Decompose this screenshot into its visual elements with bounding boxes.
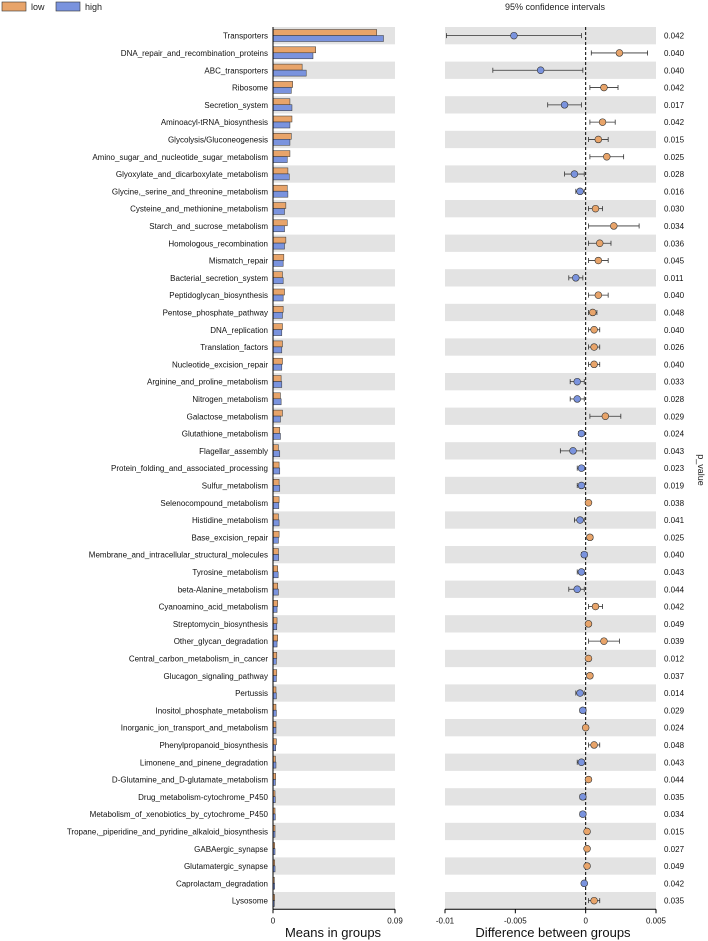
p-value-label: 0.012	[664, 654, 685, 664]
category-label: Inorganic_ion_transport_and_metabolism	[120, 723, 268, 733]
bar-high	[273, 624, 277, 630]
p-value-label: 0.026	[664, 343, 685, 353]
bar-high	[273, 260, 283, 266]
row-band-left	[273, 650, 395, 667]
category-label: DNA_replication	[210, 325, 268, 335]
p-value-label: 0.045	[664, 256, 685, 266]
row-band-left	[273, 338, 395, 355]
difference-point	[595, 136, 602, 143]
bar-high	[273, 416, 280, 422]
row-band-left	[273, 269, 395, 286]
difference-point	[511, 32, 518, 39]
difference-point	[579, 707, 586, 714]
p-value-label: 0.027	[664, 844, 685, 854]
bar-low	[273, 203, 286, 209]
bar-low	[273, 306, 283, 312]
category-label: Limonene_and_pinene_degradation	[139, 758, 268, 768]
legend-label-high: high	[85, 2, 103, 12]
bar-low	[273, 531, 279, 537]
bar-low	[273, 566, 278, 572]
row-band-right	[445, 650, 656, 667]
bar-high	[273, 36, 383, 42]
bar-low	[273, 99, 290, 105]
category-label: Nitrogen_metabolism	[192, 394, 268, 404]
category-label: Metabolism_of_xenobiotics_by_cytochrome_P450	[89, 810, 268, 820]
difference-point	[572, 274, 579, 281]
bar-high	[273, 641, 277, 647]
right-x-tick-label: -0.01	[435, 916, 455, 926]
row-band-right	[445, 200, 656, 217]
p-value-label: 0.040	[664, 48, 685, 58]
difference-point	[603, 153, 610, 160]
bar-high	[273, 53, 313, 59]
right-panel-title: 95% confidence intervals	[504, 2, 606, 12]
p-value-label: 0.039	[664, 637, 685, 647]
category-label: Base_excision_repair	[191, 533, 268, 543]
category-label: Mismatch_repair	[208, 256, 268, 266]
bar-low	[273, 237, 286, 243]
bar-high	[273, 710, 276, 716]
row-band-left	[273, 200, 395, 217]
bar-low	[273, 583, 278, 589]
difference-point	[537, 67, 544, 74]
bar-high	[273, 451, 280, 457]
difference-point	[586, 534, 593, 541]
bar-low	[273, 514, 278, 520]
row-band-left	[273, 511, 395, 528]
bar-high	[273, 157, 287, 163]
category-label: Flagellar_assembly	[199, 446, 268, 456]
category-label: Amino_sugar_and_nucleotide_sugar_metabolism	[92, 152, 268, 162]
category-label: Pertussis	[235, 689, 268, 699]
bar-low	[273, 272, 282, 278]
p-value-label: 0.040	[664, 550, 685, 560]
p-value-label: 0.043	[664, 567, 685, 577]
category-label: Membrane_and_intracellular_structural_molecules	[88, 550, 268, 560]
category-label: Cysteine_and_methionine_metabolism	[130, 204, 268, 214]
category-label: Caprolactam_degradation	[175, 879, 268, 889]
difference-point	[586, 672, 593, 679]
bar-high	[273, 676, 276, 682]
bar-high	[273, 658, 276, 664]
difference-point	[578, 465, 585, 472]
difference-point	[584, 845, 591, 852]
bar-low	[273, 376, 281, 382]
category-label: Phenylpropanoid_biosynthesis	[159, 740, 268, 750]
bar-low	[273, 462, 279, 468]
p-value-axis-label: p_value	[696, 454, 706, 486]
row-band-right	[445, 131, 656, 148]
p-value-label: 0.042	[664, 879, 685, 889]
p-value-label: 0.048	[664, 740, 685, 750]
category-label: Pentose_phosphate_pathway	[162, 308, 268, 318]
p-value-label: 0.029	[664, 706, 685, 716]
bar-high	[273, 139, 290, 145]
bar-high	[273, 226, 285, 232]
bar-low	[273, 549, 278, 555]
bar-low	[273, 739, 276, 745]
p-value-label: 0.034	[664, 221, 685, 231]
bar-high	[273, 520, 279, 526]
row-band-left	[273, 615, 395, 632]
p-value-label: 0.041	[664, 516, 685, 526]
difference-point	[574, 396, 581, 403]
difference-point	[584, 863, 591, 870]
p-value-label: 0.015	[664, 135, 685, 145]
p-value-label: 0.025	[664, 533, 685, 543]
difference-point	[578, 759, 585, 766]
bar-low	[273, 116, 292, 122]
p-value-label: 0.042	[664, 31, 685, 41]
difference-point	[591, 326, 598, 333]
row-band-left	[273, 442, 395, 459]
category-label: Nucleotide_excision_repair	[171, 360, 268, 370]
row-band-right	[445, 304, 656, 321]
bar-high	[273, 191, 288, 197]
difference-point	[591, 344, 598, 351]
bar-high	[273, 243, 285, 249]
difference-point	[591, 361, 598, 368]
row-band-left	[273, 754, 395, 771]
p-value-label: 0.044	[664, 775, 685, 785]
bar-low	[273, 168, 288, 174]
bar-high	[273, 122, 290, 128]
legend-label-low: low	[31, 2, 45, 12]
category-label: Glutathione_metabolism	[181, 429, 268, 439]
p-value-label: 0.028	[664, 170, 685, 180]
p-value-label: 0.024	[664, 429, 685, 439]
bar-high	[273, 70, 306, 76]
bar-low	[273, 358, 282, 364]
difference-point	[577, 188, 584, 195]
p-value-label: 0.042	[664, 118, 685, 128]
p-value-label: 0.048	[664, 308, 685, 318]
bar-high	[273, 572, 278, 578]
row-band-right	[445, 581, 656, 598]
category-label: Glyoxylate_and_dicarboxylate_metabolism	[115, 170, 268, 180]
category-label: Glycolysis/Gluconeogenesis	[167, 135, 268, 145]
category-label: Tyrosine_metabolism	[192, 567, 268, 577]
p-value-label: 0.040	[664, 66, 685, 76]
row-band-left	[273, 892, 395, 909]
p-value-label: 0.014	[664, 689, 685, 699]
row-band-right	[445, 165, 656, 182]
row-band-left	[273, 477, 395, 494]
difference-point	[585, 499, 592, 506]
p-value-label: 0.040	[664, 291, 685, 301]
row-band-left	[273, 581, 395, 598]
bar-high	[273, 330, 282, 336]
bar-low	[273, 393, 280, 399]
bar-low	[273, 289, 285, 295]
category-label: Transporters	[222, 31, 268, 41]
bar-low	[273, 81, 293, 87]
difference-point	[578, 482, 585, 489]
difference-point	[574, 378, 581, 385]
right-x-tick-label: -0.005	[503, 916, 527, 926]
difference-point	[585, 655, 592, 662]
bar-low	[273, 497, 279, 503]
category-label: Protein_folding_and_associated_processing	[111, 464, 268, 474]
category-label: Streptomycin_biosynthesis	[172, 619, 268, 629]
difference-point	[581, 880, 588, 887]
difference-point	[589, 309, 596, 316]
difference-point	[571, 171, 578, 178]
p-value-label: 0.038	[664, 498, 685, 508]
row-band-left	[273, 546, 395, 563]
difference-point	[585, 776, 592, 783]
p-value-label: 0.037	[664, 671, 685, 681]
difference-point	[616, 50, 623, 57]
category-label: Secretion_system	[204, 100, 268, 110]
bar-low	[273, 30, 377, 36]
difference-point	[581, 551, 588, 558]
row-band-right	[445, 892, 656, 909]
p-value-label: 0.034	[664, 810, 685, 820]
bar-high	[273, 693, 276, 699]
bar-high	[273, 485, 280, 491]
category-label: Aminoacyl-tRNA_biosynthesis	[160, 118, 268, 128]
row-band-right	[445, 338, 656, 355]
bar-low	[273, 341, 282, 347]
row-band-left	[273, 408, 395, 425]
bar-high	[273, 295, 283, 301]
bar-low	[273, 64, 302, 70]
row-band-right	[445, 269, 656, 286]
row-band-right	[445, 235, 656, 252]
bar-high	[273, 468, 280, 474]
difference-point	[602, 413, 609, 420]
p-value-label: 0.036	[664, 239, 685, 249]
row-band-right	[445, 823, 656, 840]
category-label: Selenocompound_metabolism	[160, 498, 268, 508]
p-value-label: 0.030	[664, 204, 685, 214]
category-label: Peptidoglycan_biosynthesis	[169, 291, 268, 301]
bar-low	[273, 670, 277, 676]
right-x-axis-label: Difference between groups	[475, 925, 631, 940]
difference-point	[591, 897, 598, 904]
difference-point	[570, 447, 577, 454]
bar-high	[273, 555, 279, 561]
category-label: Histidine_metabolism	[191, 516, 268, 526]
category-label: ABC_transporters	[204, 66, 268, 76]
difference-point	[610, 223, 617, 230]
difference-point	[585, 620, 592, 627]
difference-point	[591, 742, 598, 749]
category-label: Lysosome	[231, 896, 268, 906]
category-label: Glycine,_serine_and_threonine_metabolism	[111, 187, 268, 197]
row-band-left	[273, 373, 395, 390]
difference-point	[582, 724, 589, 731]
difference-point	[561, 101, 568, 108]
bar-high	[273, 399, 281, 405]
p-value-label: 0.019	[664, 481, 685, 491]
difference-point	[595, 292, 602, 299]
row-band-right	[445, 754, 656, 771]
difference-point	[595, 257, 602, 264]
row-band-left	[273, 857, 395, 874]
bar-low	[273, 220, 287, 226]
p-value-label: 0.011	[664, 273, 684, 283]
bar-high	[273, 312, 282, 318]
category-label: Inositol_phosphate_metabolism	[155, 706, 268, 716]
difference-point	[577, 690, 584, 697]
difference-point	[578, 430, 585, 437]
bar-low	[273, 151, 290, 157]
row-band-right	[445, 546, 656, 563]
category-label: Translation_factors	[200, 343, 268, 353]
difference-point	[592, 205, 599, 212]
category-label: Other_glycan_degradation	[173, 637, 268, 647]
p-value-label: 0.035	[664, 896, 685, 906]
category-label: Tropane,_piperidine_and_pyridine_alkaloid_biosynthesis	[66, 827, 268, 837]
row-band-right	[445, 684, 656, 701]
bar-high	[273, 382, 282, 388]
p-value-label: 0.049	[664, 862, 685, 872]
legend-swatch-low	[2, 2, 26, 11]
bar-high	[273, 347, 282, 353]
category-label: Starch_and_sucrose_metabolism	[149, 221, 268, 231]
left-x-tick-label: 0.09	[387, 916, 403, 926]
bar-low	[273, 133, 291, 139]
difference-point	[578, 569, 585, 576]
row-band-right	[445, 788, 656, 805]
bar-high	[273, 537, 278, 543]
category-label: Central_carbon_metabolism_in_cancer	[128, 654, 268, 664]
row-band-right	[445, 857, 656, 874]
p-value-label: 0.035	[664, 792, 685, 802]
row-band-right	[445, 408, 656, 425]
bar-low	[273, 254, 284, 260]
row-band-right	[445, 477, 656, 494]
bar-high	[273, 589, 278, 595]
bar-high	[273, 364, 282, 370]
bar-low	[273, 410, 282, 416]
p-value-label: 0.043	[664, 758, 685, 768]
p-value-label: 0.040	[664, 325, 685, 335]
p-value-label: 0.017	[664, 100, 685, 110]
row-band-right	[445, 442, 656, 459]
category-label: GABAergic_synapse	[194, 844, 268, 854]
row-band-left	[273, 684, 395, 701]
bar-high	[273, 278, 283, 284]
p-value-label: 0.033	[664, 377, 685, 387]
bar-low	[273, 185, 287, 191]
bar-low	[273, 324, 282, 330]
category-label: Arginine_and_proline_metabolism	[147, 377, 268, 387]
bar-high	[273, 606, 277, 612]
category-label: D-Glutamine_and_D-glutamate_metabolism	[111, 775, 268, 785]
category-label: beta-Alanine_metabolism	[177, 585, 268, 595]
difference-point	[579, 811, 586, 818]
difference-point	[574, 586, 581, 593]
row-band-left	[273, 165, 395, 182]
p-value-label: 0.023	[664, 464, 685, 474]
row-band-left	[273, 304, 395, 321]
row-band-right	[445, 511, 656, 528]
left-x-axis-label: Means in groups	[284, 925, 382, 940]
bar-low	[273, 427, 280, 433]
row-band-right	[445, 373, 656, 390]
right-x-tick-label: 0	[583, 916, 588, 926]
difference-point	[596, 240, 603, 247]
category-label: Galactose_metabolism	[186, 412, 268, 422]
bar-high	[273, 105, 292, 111]
bar-low	[273, 618, 277, 624]
row-band-right	[445, 719, 656, 736]
bar-low	[273, 445, 278, 451]
bar-low	[273, 47, 316, 53]
bar-low	[273, 600, 278, 606]
difference-point	[599, 119, 606, 126]
bar-high	[273, 433, 280, 439]
row-band-left	[273, 823, 395, 840]
difference-point	[577, 517, 584, 524]
p-value-label: 0.042	[664, 602, 685, 612]
bar-high	[273, 174, 289, 180]
p-value-label: 0.040	[664, 360, 685, 370]
category-label: Ribosome	[231, 83, 268, 93]
category-label: Sulfur_metabolism	[201, 481, 268, 491]
category-label: Glucagon_signaling_pathway	[163, 671, 268, 681]
category-label: Bacterial_secretion_system	[170, 273, 268, 283]
category-label: Drug_metabolism-cytochrome_P450	[138, 792, 268, 802]
right-x-tick-label: 0.005	[645, 916, 667, 926]
difference-point	[584, 828, 591, 835]
legend	[2, 2, 102, 12]
p-value-label: 0.025	[664, 152, 685, 162]
bar-low	[273, 652, 277, 658]
p-value-label: 0.015	[664, 827, 685, 837]
p-value-label: 0.042	[664, 83, 685, 93]
bar-high	[273, 503, 279, 509]
p-value-label: 0.044	[664, 585, 685, 595]
p-value-label: 0.043	[664, 446, 685, 456]
category-label: Cyanoamino_acid_metabolism	[158, 602, 268, 612]
difference-point	[579, 793, 586, 800]
difference-point	[592, 603, 599, 610]
difference-point	[601, 84, 608, 91]
bar-high	[273, 87, 291, 93]
p-value-label: 0.029	[664, 412, 685, 422]
category-label: Glutamatergic_synapse	[183, 862, 268, 872]
difference-point	[601, 638, 608, 645]
p-value-label: 0.024	[664, 723, 685, 733]
p-value-label: 0.049	[664, 619, 685, 629]
row-band-right	[445, 615, 656, 632]
row-band-left	[273, 719, 395, 736]
bar-low	[273, 479, 279, 485]
category-label: Homologous_recombination	[168, 239, 268, 249]
p-value-label: 0.028	[664, 394, 685, 404]
bar-low	[273, 635, 278, 641]
category-label: DNA_repair_and_recombination_proteins	[120, 48, 268, 58]
row-band-left	[273, 235, 395, 252]
left-x-tick-label: 0	[270, 916, 276, 926]
bar-high	[273, 209, 285, 215]
p-value-label: 0.016	[664, 187, 685, 197]
row-band-left	[273, 788, 395, 805]
legend-swatch-high	[56, 2, 80, 11]
